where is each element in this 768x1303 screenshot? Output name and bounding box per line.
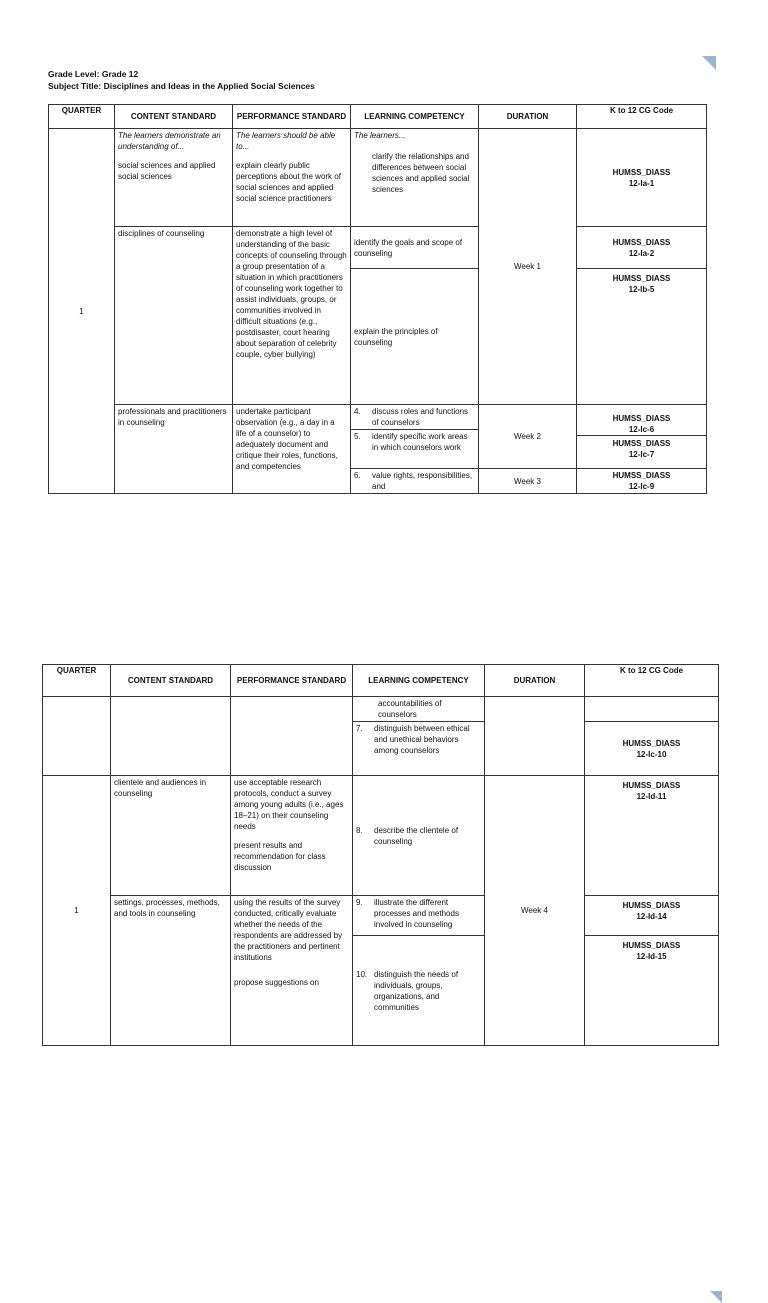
- code-line: 12-Ia-1: [628, 178, 655, 188]
- header-quarter: QUARTER: [49, 105, 115, 129]
- competency-text: discuss roles and functions of counselors: [372, 407, 469, 427]
- subject-title: Subject Title: Disciplines and Ideas in the Applied Social Sciences: [48, 81, 315, 91]
- header-duration: DURATION: [479, 105, 577, 129]
- page-corner-fold-icon: [702, 56, 716, 70]
- competency-item: [356, 723, 481, 756]
- quarter-cell: 1: [49, 129, 115, 494]
- competency-intro: The learners...: [354, 131, 406, 140]
- code-cell: [585, 936, 719, 1046]
- header-duration: DURATION: [485, 665, 585, 697]
- competency-item: [351, 430, 478, 454]
- competency-number: 8.: [356, 825, 363, 835]
- duration-cell: Week 3: [479, 469, 577, 494]
- performance-text: explain clearly public perceptions about the work of social sciences and applied social science practitioners: [236, 161, 341, 203]
- learning-competency-cell: [353, 896, 485, 936]
- competency-number: 9.: [356, 898, 363, 907]
- code-cell: [585, 697, 719, 722]
- duration-cell: Week 4: [485, 776, 585, 1046]
- performance-standard-cell: demonstrate a high level of understanding of the basic concepts of counseling through a group presentation of a situation in which practitioners of counseling work together to assist individuals, groups, or communities involved in difficult situations (e.g., postdisaster, court hearing about separation of celebrity couple, cyber bullying): [233, 227, 351, 405]
- table-row: [49, 227, 707, 269]
- table-row: [43, 697, 719, 722]
- competency-text: distinguish the needs of individuals, groups, organizations, and communities: [374, 969, 459, 1012]
- code-line: 12-Ic-9: [628, 482, 655, 491]
- code-cell: [585, 722, 719, 776]
- code-line: 12-Id-11: [636, 792, 667, 801]
- performance-standard-cell: undertake participant observation (e.g., a day in a life of a counselor) to adequately document and critique their roles, functions, and competencies: [233, 405, 351, 494]
- competency-number: 10.: [356, 969, 368, 979]
- performance-standard-cell: [233, 129, 351, 227]
- table-row: [49, 405, 707, 469]
- code-sub-cell: [577, 411, 706, 436]
- code-line: 12-Ia-2: [628, 248, 655, 258]
- table-row: [43, 776, 719, 896]
- code-line: 12-Id-14: [636, 912, 667, 921]
- table-row: [43, 896, 719, 936]
- performance-standard-cell: [231, 697, 353, 776]
- header-code: K to 12 CG Code: [585, 665, 719, 697]
- performance-intro: The learners should be able to...: [236, 131, 336, 151]
- content-standard-cell: disciplines of counseling: [115, 227, 233, 405]
- content-standard-cell: clientele and audiences in counseling: [111, 776, 231, 896]
- code-line: 12-Ic-7: [628, 450, 655, 459]
- code-cell: [577, 129, 707, 227]
- code-line: 12-Ic-10: [636, 749, 667, 759]
- header-quarter: QUARTER: [43, 665, 111, 697]
- competency-number: 4.: [354, 407, 361, 416]
- code-line: HUMSS_DIASS: [612, 414, 671, 423]
- duration-cell: Week 2: [479, 405, 577, 469]
- table-row: [49, 129, 707, 227]
- competency-item: [356, 897, 481, 930]
- code-cell: [585, 776, 719, 896]
- performance-text: use acceptable research protocols, conduct a survey among young adults (i.e., ages 18–21) on their counseling needs: [234, 778, 344, 831]
- learning-competency-cell: [353, 697, 485, 722]
- page-corner-fold-icon: [710, 1291, 722, 1303]
- header-learning-competency: LEARNING COMPETENCY: [351, 105, 479, 129]
- learning-competency-cell: [353, 936, 485, 1046]
- code-line: HUMSS_DIASS: [622, 781, 681, 790]
- code-line: HUMSS_DIASS: [612, 274, 671, 283]
- competency-text: clarify the relationships and differences between social sciences and applied social sciences: [372, 152, 470, 194]
- code-cell: [577, 227, 707, 269]
- competency-item: [356, 825, 481, 847]
- content-standard-cell: [111, 697, 231, 776]
- competency-number: 6.: [354, 471, 361, 480]
- competency-item: [351, 405, 478, 430]
- code-sub-cell: [577, 436, 706, 462]
- learning-competency-cell: explain the principles of counseling: [351, 269, 479, 405]
- header-code: K to 12 CG Code: [577, 105, 707, 129]
- table-header-row: [49, 105, 707, 129]
- code-line: HUMSS_DIASS: [622, 901, 681, 910]
- competency-text: illustrate the different processes and methods involved in counseling: [374, 898, 459, 929]
- competency-text: value rights, responsibilities, and: [372, 471, 473, 491]
- header-performance-standard: PERFORMANCE STANDARD: [233, 105, 351, 129]
- competency-item: [354, 470, 475, 492]
- content-standard-cell: professionals and practitioners in counseling: [115, 405, 233, 494]
- competency-text: identify specific work areas in which counselors work: [372, 432, 468, 452]
- performance-standard-cell: [231, 776, 353, 896]
- content-standard-cell: [115, 129, 233, 227]
- code-line: HUMSS_DIASS: [612, 237, 671, 247]
- quarter-cell: 1: [43, 776, 111, 1046]
- learning-competency-cell: [351, 129, 479, 227]
- quarter-cell: [43, 697, 111, 776]
- document-page-2: [0, 640, 768, 1024]
- header-learning-competency: LEARNING COMPETENCY: [353, 665, 485, 697]
- code-line: HUMSS_DIASS: [622, 738, 681, 748]
- grade-level: Grade Level: Grade 12: [48, 69, 139, 79]
- content-standard-cell: settings, processes, methods, and tools in counseling: [111, 896, 231, 1046]
- duration-cell: [485, 697, 585, 776]
- performance-standard-cell: [231, 896, 353, 1046]
- code-line: HUMSS_DIASS: [612, 471, 671, 480]
- performance-text: using the results of the survey conducted, critically evaluate whether the needs of the respondents are addressed by the practitioners and pertinent institutions: [234, 898, 343, 962]
- code-line: HUMSS_DIASS: [612, 439, 671, 448]
- competency-number: 5.: [354, 432, 361, 441]
- competency-number: 7.: [356, 724, 363, 733]
- content-intro: The learners demonstrate an understanding of...: [118, 131, 221, 151]
- code-cell: [577, 269, 707, 405]
- code-cell: [577, 405, 707, 469]
- header-content-standard: CONTENT STANDARD: [111, 665, 231, 697]
- duration-cell: Week 1: [479, 129, 577, 405]
- competency-text: distinguish between ethical and unethical behaviors among counselors: [374, 724, 470, 755]
- code-line: HUMSS_DIASS: [612, 167, 671, 177]
- competency-text: accountabilities of counselors: [378, 699, 442, 719]
- header-content-standard: CONTENT STANDARD: [115, 105, 233, 129]
- code-line: 12-Id-15: [636, 952, 667, 961]
- competency-item: [356, 969, 481, 1013]
- learning-competency-cell: identify the goals and scope of counseling: [351, 227, 479, 269]
- competency-text: describe the clientele of counseling: [374, 825, 459, 846]
- code-cell: [577, 469, 707, 494]
- header-performance-standard: PERFORMANCE STANDARD: [231, 665, 353, 697]
- code-cell: [585, 896, 719, 936]
- curriculum-table-2: [42, 664, 719, 1046]
- performance-text: present results and recommendation for class discussion: [234, 841, 326, 872]
- learning-competency-cell: [353, 776, 485, 896]
- code-line: HUMSS_DIASS: [622, 941, 681, 950]
- page-gap: [0, 580, 768, 640]
- learning-competency-cell: [351, 405, 479, 469]
- document-page-1: [0, 0, 768, 580]
- code-line: 12-Ic-6: [628, 425, 655, 434]
- learning-competency-cell: [351, 469, 479, 494]
- table-header-row: [43, 665, 719, 697]
- learning-competency-cell: [353, 722, 485, 776]
- content-text: social sciences and applied social sciences: [118, 161, 216, 181]
- curriculum-table-1: [48, 104, 707, 494]
- performance-text: propose suggestions on: [234, 978, 319, 987]
- code-line: 12-Ib-5: [628, 285, 655, 294]
